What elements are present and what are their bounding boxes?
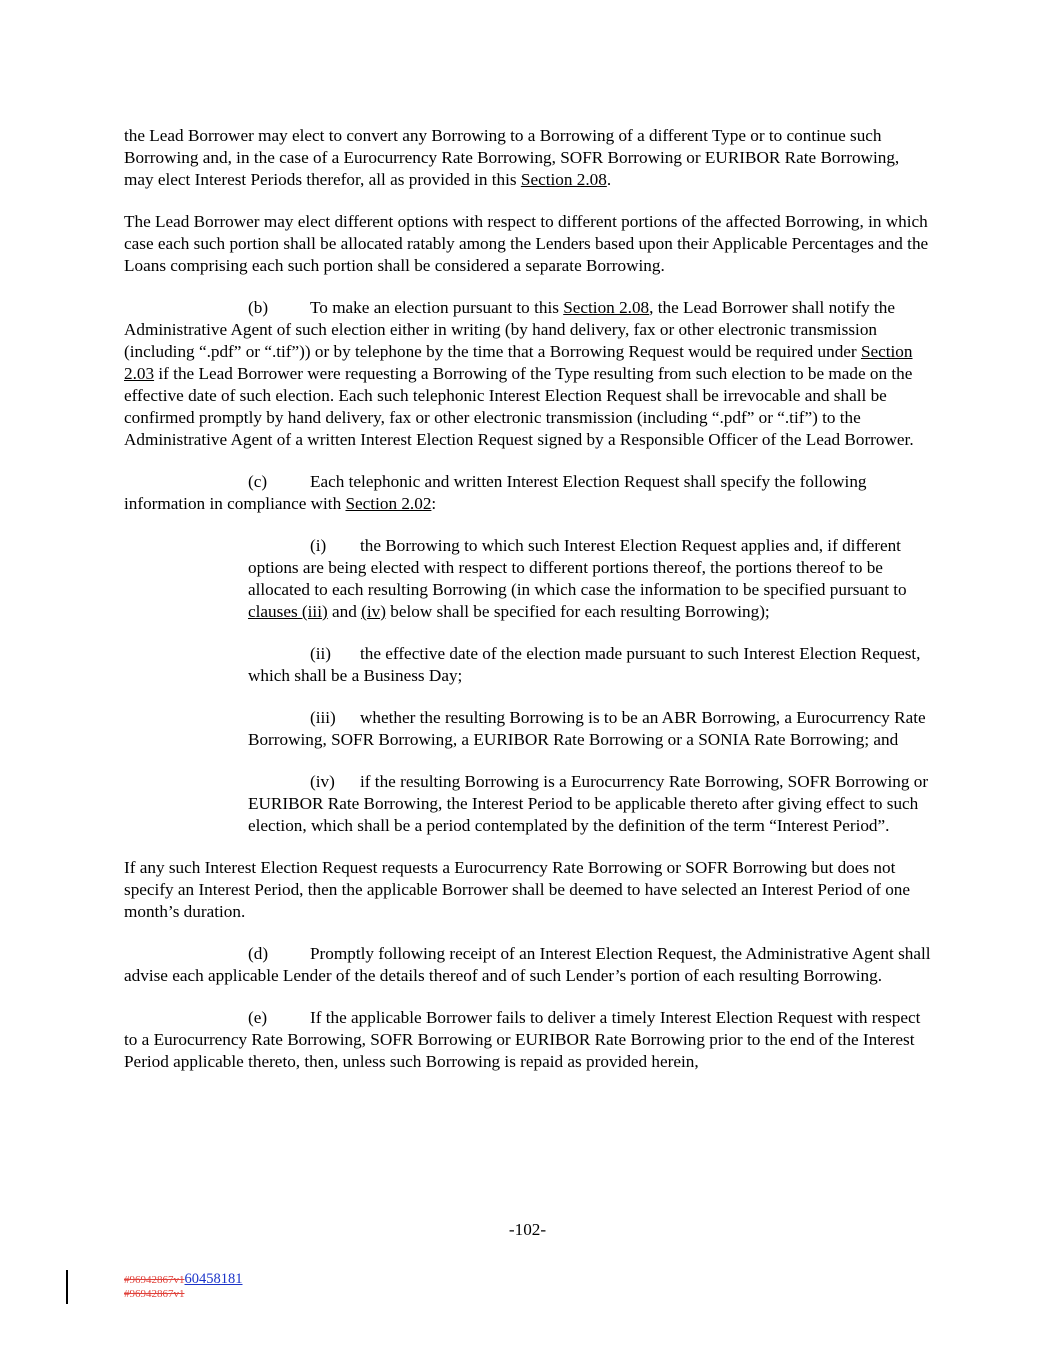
section-reference: Section 2.03	[124, 342, 913, 383]
clause-label: (d)	[248, 944, 269, 963]
page-number: -102-	[508, 1220, 547, 1239]
inserted-doc-id: 60458181	[184, 1271, 243, 1287]
section-reference: Section 2.08	[520, 170, 607, 189]
text: below shall be specified for each resulting Borrowing);	[385, 602, 770, 621]
section-reference: Section 2.02	[345, 494, 432, 513]
text: the effective date of the election made pursuant to such Interest Election Request, which shall be a Business Day;	[248, 644, 921, 685]
clause-label: (iii)	[310, 708, 336, 727]
text: if the resulting Borrowing is a Eurocurrency Rate Borrowing, SOFR Borrowing or EURIBOR Rate Borrowing, the Interest Period to be applicable thereto after giving effect to such election, which shall be a period contemplated by the definition of the term “Interest Period”.	[248, 772, 929, 835]
section-reference: Section 2.08	[563, 298, 650, 317]
clause-e	[124, 1007, 932, 1073]
document-body	[124, 125, 932, 1093]
clause-label: (iv)	[310, 772, 335, 791]
text: the Borrowing to which such Interest Election Request applies and, if different options are being elected with respect to different portions thereof, the portions thereof to be allocated to each resulting Borrowing (in which case the information to be specified pursuant to	[248, 536, 907, 599]
text: Each telephonic and written Interest Election Request shall specify the following information in compliance with	[124, 472, 867, 513]
document-id-footer	[124, 1272, 243, 1301]
clause-label: (e)	[248, 1008, 268, 1027]
paragraph-continuation	[124, 125, 932, 191]
clause-c-iv	[248, 771, 932, 837]
deleted-doc-id: #96942867v1	[124, 1288, 185, 1300]
text: if the Lead Borrower were requesting a Borrowing of the Type resulting from such election to be made on the effective date of such election. Each such telephonic Interest Election Request shall be irrevocable and shall be confirmed promptly by hand delivery, fax or other electronic transmission (including “.pdf” or “.tif”) to the Administrative Agent of a written Interest Election Request signed by a Responsible Officer of the Lead Borrower.	[124, 364, 914, 449]
clause-label: (i)	[310, 536, 327, 555]
clause-d	[124, 943, 932, 987]
clause-label: (ii)	[310, 644, 331, 663]
clause-b	[124, 297, 932, 451]
paragraph-default-interest-period: If any such Interest Election Request requests a Eurocurrency Rate Borrowing or SOFR Borrowing but does not specify an Interest Period, then the applicable Borrower shall be deemed to have selected an Interest Period of one month’s duration.	[124, 858, 911, 921]
clause-c-ii	[248, 643, 932, 687]
clause-label: (c)	[248, 472, 268, 491]
footer-line-1	[124, 1272, 243, 1287]
text: .	[606, 170, 612, 189]
text: To make an election pursuant to this	[310, 298, 564, 317]
footer-line-2	[124, 1287, 243, 1301]
clause-label: (b)	[248, 298, 269, 317]
paragraph-options: The Lead Borrower may elect different options with respect to different portions of the affected Borrowing, in which case each such portion shall be allocated ratably among the Lenders based upon their Applicable Percentages and the Loans comprising each such portion shall be considered a separate Borrowing.	[124, 212, 929, 275]
text: whether the resulting Borrowing is to be an ABR Borrowing, a Eurocurrency Rate Borrowing, SOFR Borrowing, a EURIBOR Rate Borrowing or a SONIA Rate Borrowing; and	[248, 708, 926, 749]
clause-c-i	[248, 535, 932, 623]
clause-c-iii	[248, 707, 932, 751]
deleted-doc-id: #96942867v1	[124, 1274, 185, 1286]
clause-c	[124, 471, 932, 515]
text: and	[327, 602, 362, 621]
change-bar	[66, 1270, 68, 1304]
text: Promptly following receipt of an Interest Election Request, the Administrative Agent shall advise each applicable Lender of the details thereof and of such Lender’s portion of each resulting Borrowing.	[124, 944, 931, 985]
text: the Lead Borrower may elect to convert any Borrowing to a Borrowing of a different Type or to continue such Borrowing and, in the case of a Eurocurrency Rate Borrowing, SOFR Borrowing or EURIBOR Rate Borrowing, may elect Interest Periods therefor, all as provided in this	[124, 126, 900, 189]
text: If the applicable Borrower fails to deliver a timely Interest Election Request with respect to a Eurocurrency Rate Borrowing, SOFR Borrowing or EURIBOR Rate Borrowing prior to the end of the Interest Period applicable thereto, then, unless such Borrowing is repaid as provided herein,	[124, 1008, 921, 1071]
clause-reference: (iv)	[361, 602, 386, 621]
text: , the Lead Borrower shall notify the Administrative Agent of such election either in writing (by hand delivery, fax or other electronic transmission (including “.pdf” or “.tif”)) or by telephone by the time that a Borrowing Request would be required under	[124, 298, 895, 361]
clause-reference: clauses (iii)	[248, 602, 328, 621]
text: :	[431, 494, 437, 513]
